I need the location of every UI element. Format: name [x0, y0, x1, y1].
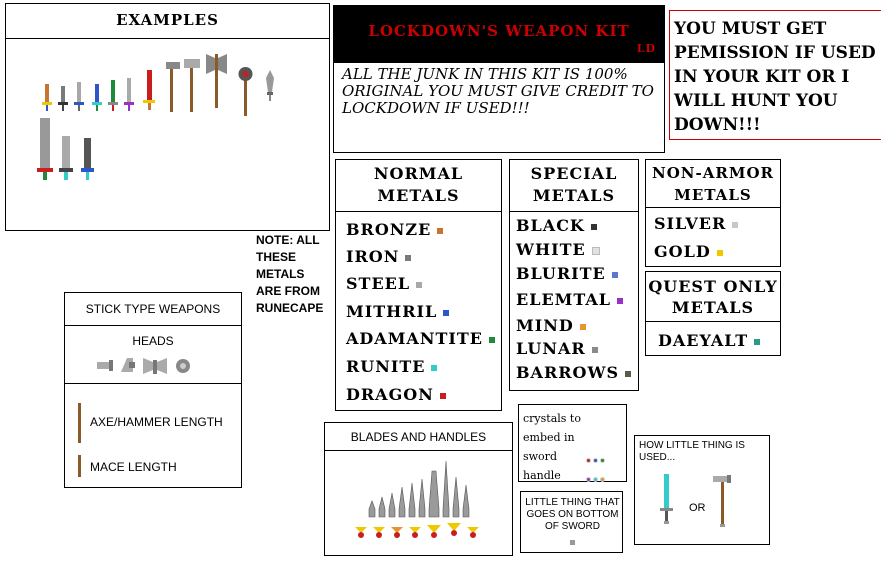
metal-row-elemtal: ELEMTAL [516, 290, 623, 309]
example-greatsword-iron [81, 138, 94, 180]
kit-logo: LD [636, 42, 656, 55]
metal-swatch [617, 298, 623, 304]
crystal-gem [586, 477, 591, 482]
metal-row-lunar: LUNAR [516, 339, 598, 358]
blades-row [369, 461, 469, 517]
hammer-head-icon [97, 360, 113, 371]
metal-swatch [591, 224, 597, 230]
mace-length-label: MACE LENGTH [90, 460, 177, 474]
permission-warning [669, 10, 881, 140]
blades-title: BLADES AND HANDLES [325, 423, 512, 451]
examples-panel [5, 3, 330, 231]
metal-swatch [592, 347, 598, 353]
example-greatsword-bronze [37, 118, 53, 180]
normal-metals-panel [335, 159, 502, 411]
normal-metals-title-2: METALS [377, 186, 460, 205]
stick-weapons-panel [64, 292, 242, 488]
quest-metals-title-1: QUEST ONLY [648, 277, 778, 296]
metal-swatch [717, 250, 723, 256]
metal-swatch [732, 222, 738, 228]
metal-swatch [612, 272, 618, 278]
example-sword-bronze [42, 84, 52, 111]
blades-panel [324, 422, 513, 556]
metal-row-bronze: BRONZE [346, 220, 443, 239]
example-sword-adamant [108, 80, 118, 111]
mace-head-icon [176, 359, 190, 373]
special-metals-title-2: METALS [532, 186, 616, 205]
usage-hammer-icon [713, 474, 735, 530]
examples-title: EXAMPLES [6, 4, 329, 39]
metal-swatch [405, 255, 411, 261]
usage-text: HOW LITTLE THING IS USED... [639, 440, 745, 463]
example-greatsword-steel [59, 136, 73, 180]
usage-panel [634, 435, 770, 545]
nonarmor-metals-title-2: METALS [674, 186, 752, 204]
crystals-panel [518, 404, 627, 482]
special-metals-header [510, 160, 638, 212]
metal-row-gold: GOLD [654, 242, 723, 261]
kit-banner [333, 5, 665, 153]
usage-or: OR [689, 502, 706, 514]
metal-swatch [431, 365, 437, 371]
example-sword-iron [58, 86, 68, 111]
special-metals-panel [509, 159, 639, 391]
metal-swatch [580, 324, 586, 330]
usage-sword-icon [659, 474, 675, 526]
normal-metals-title-1: NORMAL [373, 164, 464, 183]
example-sword-dragon [143, 70, 155, 110]
crystals-text: crystals to embed in sword handle [523, 412, 581, 482]
handles-row [355, 523, 479, 538]
example-mace [239, 67, 253, 116]
example-sword-steel [74, 82, 84, 111]
metal-row-blurite: BLURITE [516, 264, 618, 283]
crystal-gem [593, 477, 598, 482]
example-dagger [266, 70, 274, 101]
quest-metals-title-2: METALS [671, 298, 755, 317]
quest-metals-panel [645, 271, 781, 356]
metal-swatch [440, 393, 446, 399]
metal-row-adamantite: ADAMANTITE [346, 329, 495, 348]
kit-title-bar [334, 6, 664, 63]
example-sword-rune [124, 78, 134, 111]
pommel-icon [570, 540, 575, 545]
metal-swatch [443, 310, 449, 316]
metal-row-iron: IRON [346, 247, 411, 266]
metal-row-mind: MIND [516, 316, 586, 335]
metal-row-mithril: MITHRIL [346, 302, 449, 321]
example-warhammer [184, 59, 200, 112]
pommel-text: LITTLE THING THAT GOES ON BOTTOM OF SWORD [525, 497, 620, 532]
nonarmor-metals-header [646, 160, 780, 208]
stick-weapons-title: STICK TYPE WEAPONS [65, 293, 241, 326]
examples-weapons-sprite [6, 40, 329, 230]
heads-label: HEADS [132, 334, 174, 348]
battleaxe-head-icon [143, 358, 167, 374]
metal-swatch [625, 371, 631, 377]
example-sword-mithril [92, 84, 102, 111]
kit-title: LOCKDOWN'S WEAPON KIT [368, 22, 630, 40]
metal-swatch [416, 282, 422, 288]
example-hammer [166, 62, 180, 112]
metal-row-daeyalt: DAEYALT [658, 331, 760, 350]
quest-metals-header [646, 272, 780, 322]
axe-length-bar [78, 403, 81, 443]
metal-swatch [489, 337, 495, 343]
axe-length-label: AXE/HAMMER LENGTH [90, 415, 223, 429]
metal-row-runite: RUNITE [346, 357, 437, 376]
warhammer-head-icon [121, 358, 135, 372]
crystal-gem [593, 458, 598, 463]
nonarmor-metals-panel [645, 159, 781, 267]
example-battleaxe [206, 54, 227, 108]
metal-row-white: WHITE [516, 240, 600, 259]
credit-text: ALL THE JUNK IN THIS KIT IS 100% ORIGINAL YOU MUST GIVE CREDIT TO LOCKDOWN IF USED!!! [342, 65, 654, 117]
pommel-panel [520, 491, 623, 553]
crystal-gem [600, 477, 605, 482]
crystal-gem [600, 458, 605, 463]
crystal-gem [586, 458, 591, 463]
mace-length-bar [78, 455, 81, 477]
metal-swatch [592, 247, 600, 255]
permission-text: YOU MUST GET PEMISSION IF USED IN YOUR KIT OR I WILL HUNT YOU DOWN!!! [674, 19, 876, 135]
runescape-note: NOTE: ALL THESE METALS ARE FROM RUNECAPE [256, 233, 324, 315]
metal-swatch [437, 228, 443, 234]
metal-row-dragon: DRAGON [346, 385, 446, 404]
blades-sprite [355, 457, 495, 553]
heads-section [65, 326, 241, 384]
metal-row-steel: STEEL [346, 274, 422, 293]
nonarmor-metals-title-1: NON-ARMOR [652, 164, 774, 182]
metal-row-silver: SILVER [654, 214, 738, 233]
metal-row-barrows: BARROWS [516, 363, 631, 382]
metal-row-black: BLACK [516, 216, 597, 235]
metal-swatch [754, 339, 760, 345]
weapon-heads-sprite [95, 352, 215, 378]
normal-metals-header [336, 160, 501, 212]
special-metals-title-1: SPECIAL [530, 164, 618, 183]
